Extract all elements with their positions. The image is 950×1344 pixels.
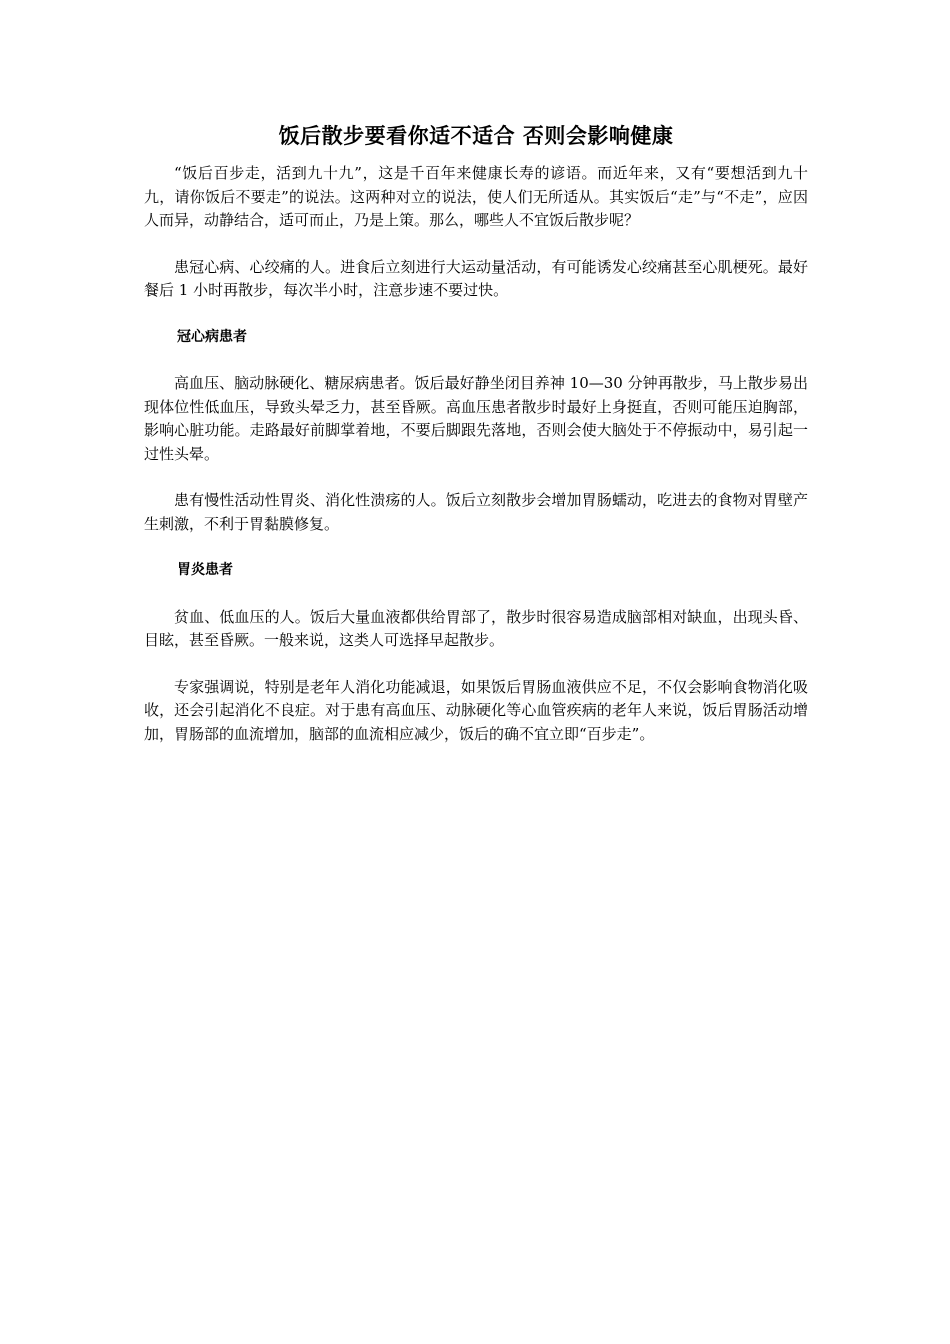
paragraph-intro: “饭后百步走，活到九十九”，这是千百年来健康长寿的谚语。而近年来，又有“要想活到九十九，请你饭后不要走”的说法。这两种对立的说法，使人们无所适从。其实饭后“走”与“不走”，应因人而异，动静结合，适可而止，乃是上策。那么，哪些人不宜饭后散步呢？ bbox=[144, 164, 808, 229]
document-page bbox=[144, 118, 808, 769]
paragraph-expert: 专家强调说，特别是老年人消化功能减退，如果饭后胃肠血液供应不足，不仅会影响食物消化吸收，还会引起消化不良症。对于患有高血压、动脉硬化等心血管疾病的老年人来说，饭后胃肠活动增加，胃肠部的血流增加，脑部的血流相应减少，饭后的确不宜立即“百步走”。 bbox=[144, 677, 808, 743]
paragraph-hypertension: 高血压、脑动脉硬化、糖尿病患者。饭后最好静坐闭目养神 10—30 分钟再散步，马上散步易出现体位性低血压，导致头晕乏力，甚至昏厥。高血压患者散步时最好上身挺直，否则可能压迫胸部，影响心脏功能。走路最好前脚掌着地，不要后脚跟先落地，否则会使大脑处于不停振动中，易引起一过性头晕。 bbox=[144, 374, 808, 463]
paragraph-heart-disease: 患冠心病、心绞痛的人。进食后立刻进行大运动量活动，有可能诱发心绞痛甚至心肌梗死。最好餐后 1 小时再散步，每次半小时，注意步速不要过快。 bbox=[144, 257, 808, 299]
subheading-gastritis: 胃炎患者 bbox=[177, 562, 233, 578]
paragraph-gastritis: 患有慢性活动性胃炎、消化性溃疡的人。饭后立刻散步会增加胃肠蠕动，吃进去的食物对胃壁产生刺激，不利于胃黏膜修复。 bbox=[144, 491, 808, 533]
subheading-heart-disease: 冠心病患者 bbox=[177, 328, 247, 345]
document-title: 饭后散步要看你适不适合 否则会影响健康 bbox=[278, 124, 674, 148]
paragraph-anemia: 贫血、低血压的人。饭后大量血液都供给胃部了，散步时很容易造成脑部相对缺血，出现头昏、目眩，甚至昏厥。一般来说，这类人可选择早起散步。 bbox=[144, 607, 808, 649]
